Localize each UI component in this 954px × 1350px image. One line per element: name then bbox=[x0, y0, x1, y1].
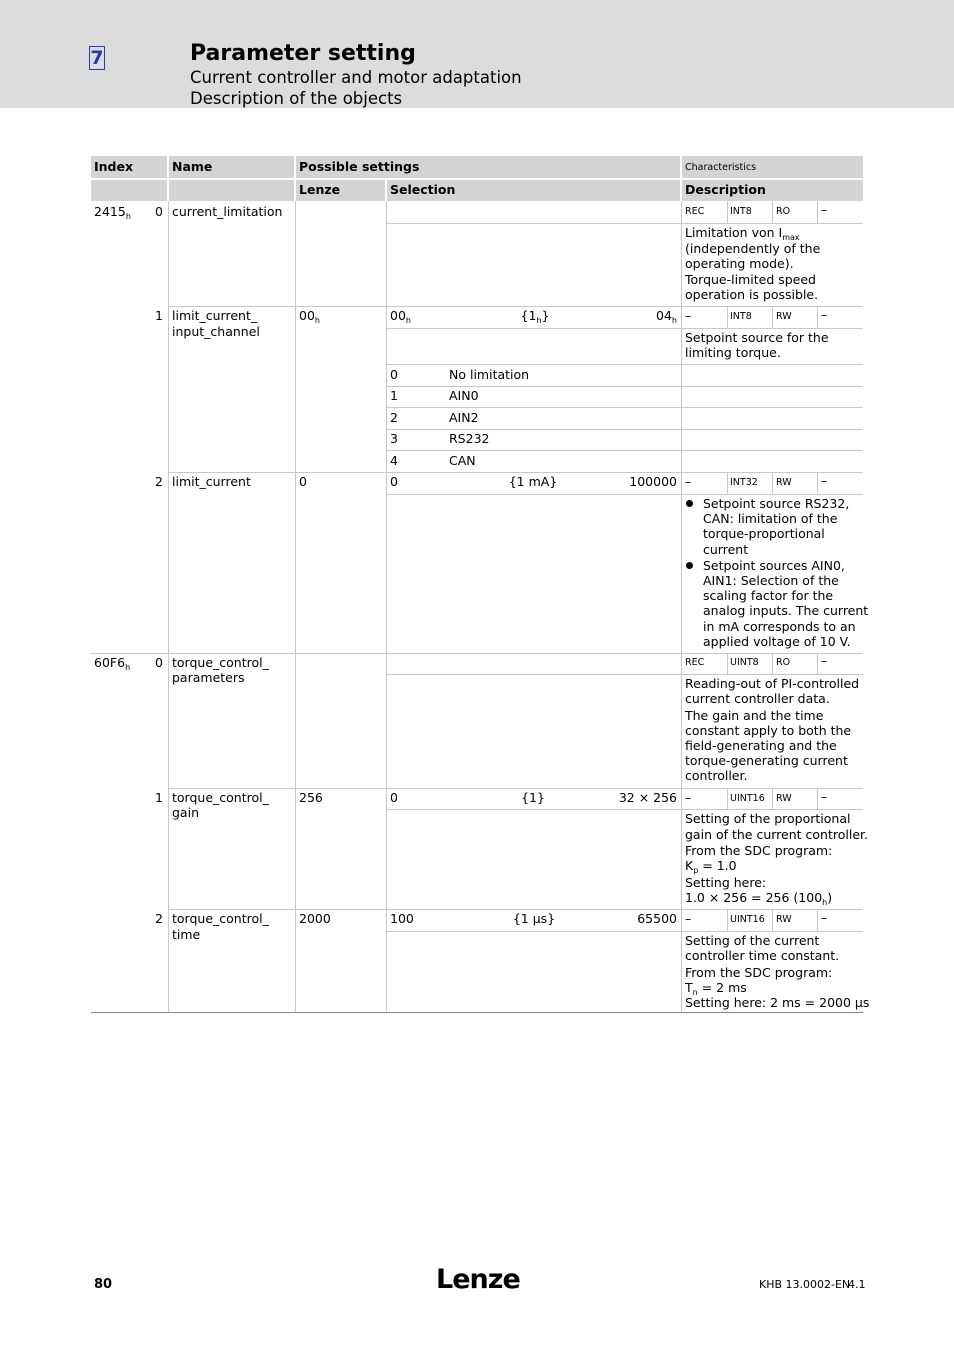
grid-vline bbox=[772, 201, 773, 223]
grid-vline bbox=[817, 201, 818, 223]
char-rw: RW bbox=[776, 477, 792, 488]
option-number: 4 bbox=[390, 453, 398, 468]
grid-vline bbox=[727, 909, 728, 931]
selection-min: $00_h$ bbox=[390, 308, 411, 325]
description-line: $T_n = 2$ ms bbox=[685, 980, 747, 997]
description-line: 1.0 × 256 = 256 $(100_h)$ bbox=[685, 890, 833, 907]
index-60f6: $60F6_h$ bbox=[94, 655, 131, 672]
option-label: CAN bbox=[449, 453, 476, 468]
grid-hline bbox=[169, 306, 863, 307]
grid-vline bbox=[772, 788, 773, 809]
char-access: – bbox=[685, 308, 692, 323]
option-label: RS232 bbox=[449, 431, 490, 446]
grid-hline bbox=[387, 328, 863, 329]
param-name-cont: parameters bbox=[172, 670, 245, 685]
col-header-selection: Selection bbox=[390, 182, 456, 197]
param-name: current_limitation bbox=[172, 204, 283, 219]
grid-hline bbox=[387, 931, 863, 932]
lenze-default: 256 bbox=[299, 790, 323, 805]
description-line: scaling factor for the bbox=[703, 588, 834, 603]
section-subtitle: Current controller and motor adaptation bbox=[190, 68, 522, 87]
char-access: REC bbox=[685, 657, 705, 668]
description-line: torque-generating current bbox=[685, 753, 848, 768]
char-rw: RO bbox=[776, 657, 791, 668]
description-line: Setpoint source for the bbox=[685, 330, 829, 345]
grid-vline bbox=[772, 909, 773, 931]
bullet-icon bbox=[686, 500, 693, 507]
page-number: 80 bbox=[94, 1277, 113, 1292]
grid-vline bbox=[772, 306, 773, 328]
grid-hline bbox=[387, 386, 863, 387]
description-line: The gain and the time bbox=[685, 708, 824, 723]
subindex: 1 bbox=[155, 790, 163, 805]
chapter-number-link[interactable]: 7 bbox=[90, 47, 104, 69]
col-header-lenze: Lenze bbox=[299, 182, 341, 197]
description-line: Setting here: 2 ms = 2000 µs bbox=[685, 995, 870, 1010]
description-line: AIN1: Selection of the bbox=[703, 573, 839, 588]
col-header-description: Description bbox=[685, 182, 766, 197]
header-cell-blank1 bbox=[91, 180, 167, 201]
description-line: $K_p = 1.0$ bbox=[685, 858, 737, 875]
subindex: 0 bbox=[155, 655, 163, 670]
description-line: Limitation von $I_{max}$ bbox=[685, 225, 800, 242]
description-line: Setpoint sources AIN0, bbox=[703, 558, 845, 573]
selection-max: 100000 bbox=[629, 474, 677, 489]
lenze-default: 0 bbox=[299, 474, 307, 489]
char-rw: RW bbox=[776, 793, 792, 804]
option-number: 1 bbox=[390, 388, 398, 403]
char-extra: – bbox=[821, 910, 828, 925]
grid-hline bbox=[387, 450, 863, 451]
description-line: (independently of the bbox=[685, 241, 821, 256]
description-line: From the SDC program: bbox=[685, 843, 833, 858]
char-extra: – bbox=[821, 653, 828, 668]
char-access: – bbox=[685, 474, 692, 489]
option-label: AIN2 bbox=[449, 410, 479, 425]
grid-hline bbox=[387, 809, 863, 810]
col-header-name: Name bbox=[172, 159, 213, 174]
description-line: in mA corresponds to an bbox=[703, 619, 856, 634]
grid-vline bbox=[727, 653, 728, 674]
description-line: gain of the current controller. bbox=[685, 827, 868, 842]
grid-vline bbox=[817, 788, 818, 809]
grid-vline bbox=[727, 306, 728, 328]
param-name-cont: input_channel bbox=[172, 324, 260, 339]
grid-hline bbox=[387, 674, 863, 675]
selection-max: 65500 bbox=[637, 911, 677, 926]
subindex: 0 bbox=[155, 204, 163, 219]
selection-step: {1 mA} bbox=[508, 474, 558, 489]
description-line: current controller data. bbox=[685, 691, 830, 706]
selection-max: 32 × 256 bbox=[618, 790, 677, 805]
char-type: UINT16 bbox=[730, 914, 765, 925]
selection-step: $\{1_h\}$ bbox=[520, 308, 550, 325]
description-line: torque-proportional bbox=[703, 526, 825, 541]
col-header-characteristics: Characteristics bbox=[685, 162, 757, 173]
grid-hline bbox=[91, 653, 863, 654]
lenze-default: $00_h$ bbox=[299, 308, 320, 325]
description-line: controller. bbox=[685, 768, 748, 783]
option-label: No limitation bbox=[449, 367, 530, 382]
param-name: torque_control_ bbox=[172, 655, 269, 670]
selection-min: 0 bbox=[390, 474, 398, 489]
description-line: From the SDC program: bbox=[685, 965, 833, 980]
grid-vline bbox=[817, 472, 818, 494]
param-name: torque_control_ bbox=[172, 790, 269, 805]
subsection-subtitle: Description of the objects bbox=[190, 89, 403, 108]
char-extra: – bbox=[821, 789, 828, 804]
col-header-index: Index bbox=[94, 159, 134, 174]
header-cell-blank2 bbox=[169, 180, 294, 201]
description-line: operation is possible. bbox=[685, 287, 819, 302]
description-line: analog inputs. The current bbox=[703, 603, 869, 618]
option-number: 3 bbox=[390, 431, 398, 446]
char-rw: RW bbox=[776, 311, 792, 322]
selection-max: $04_h$ bbox=[656, 308, 677, 325]
grid-vline bbox=[727, 788, 728, 809]
param-name-cont: time bbox=[172, 927, 201, 942]
page-title: Parameter setting bbox=[190, 41, 416, 66]
char-type: INT8 bbox=[730, 206, 752, 217]
grid-vline bbox=[386, 201, 387, 1013]
description-line: Setting of the proportional bbox=[685, 811, 851, 826]
table-bottom-line bbox=[91, 1012, 863, 1013]
grid-vline bbox=[727, 201, 728, 223]
col-header-possible: Possible settings bbox=[299, 159, 420, 174]
char-type: INT32 bbox=[730, 477, 758, 488]
grid-vline bbox=[727, 472, 728, 494]
description-line: Setting here: bbox=[685, 875, 767, 890]
grid-vline bbox=[168, 201, 169, 1013]
description-line: Reading-out of PI-controlled bbox=[685, 676, 860, 691]
char-access: – bbox=[685, 790, 692, 805]
selection-step: {1 µs} bbox=[512, 911, 556, 926]
description-line: constant apply to both the bbox=[685, 723, 852, 738]
char-type: UINT8 bbox=[730, 657, 759, 668]
description-line: Torque-limited speed bbox=[685, 272, 816, 287]
description-line: controller time constant. bbox=[685, 948, 840, 963]
char-type: UINT16 bbox=[730, 793, 765, 804]
char-type: INT8 bbox=[730, 311, 752, 322]
document-id: KHB 13.0002-EN bbox=[759, 1278, 851, 1291]
description-line: limiting torque. bbox=[685, 345, 781, 360]
index-2415: $2415_h$ bbox=[94, 204, 131, 221]
param-name: limit_current_ bbox=[172, 308, 258, 323]
header-band bbox=[0, 0, 954, 108]
description-line: field-generating and the bbox=[685, 738, 837, 753]
param-name: limit_current bbox=[172, 474, 251, 489]
grid-hline bbox=[387, 407, 863, 408]
option-number: 2 bbox=[390, 410, 398, 425]
description-line: applied voltage of 10 V. bbox=[703, 634, 851, 649]
document-version: 4.1 bbox=[848, 1278, 866, 1291]
param-name-cont: gain bbox=[172, 805, 199, 820]
selection-min: 0 bbox=[390, 790, 398, 805]
subindex: 2 bbox=[155, 474, 163, 489]
grid-hline bbox=[387, 364, 863, 365]
lenze-default: 2000 bbox=[299, 911, 331, 926]
grid-vline bbox=[295, 201, 296, 1013]
char-access: REC bbox=[685, 206, 705, 217]
grid-hline bbox=[169, 472, 863, 473]
description-line: Setpoint source RS232, bbox=[703, 496, 850, 511]
char-extra: – bbox=[821, 202, 828, 217]
grid-hline bbox=[169, 909, 863, 910]
grid-vline bbox=[772, 472, 773, 494]
param-name: torque_control_ bbox=[172, 911, 269, 926]
char-extra: – bbox=[821, 473, 828, 488]
subindex: 2 bbox=[155, 911, 163, 926]
grid-vline bbox=[817, 653, 818, 674]
grid-vline bbox=[817, 909, 818, 931]
description-line: current bbox=[703, 542, 749, 557]
grid-hline bbox=[387, 429, 863, 430]
grid-hline bbox=[387, 494, 863, 495]
char-rw: RO bbox=[776, 206, 791, 217]
grid-hline bbox=[387, 223, 863, 224]
grid-hline bbox=[169, 788, 863, 789]
option-number: 0 bbox=[390, 367, 398, 382]
description-line: Setting of the current bbox=[685, 933, 820, 948]
grid-vline bbox=[772, 653, 773, 674]
char-access: – bbox=[685, 911, 692, 926]
bullet-icon bbox=[686, 562, 693, 569]
grid-vline bbox=[817, 306, 818, 328]
description-line: CAN: limitation of the bbox=[703, 511, 838, 526]
option-label: AIN0 bbox=[449, 388, 479, 403]
char-extra: – bbox=[821, 307, 828, 322]
selection-step: {1} bbox=[521, 790, 545, 805]
description-line: operating mode). bbox=[685, 256, 794, 271]
selection-min: 100 bbox=[390, 911, 414, 926]
grid-vline bbox=[681, 201, 682, 1013]
subindex: 1 bbox=[155, 308, 163, 323]
lenze-logo: Lenze bbox=[436, 1264, 520, 1295]
char-rw: RW bbox=[776, 914, 792, 925]
